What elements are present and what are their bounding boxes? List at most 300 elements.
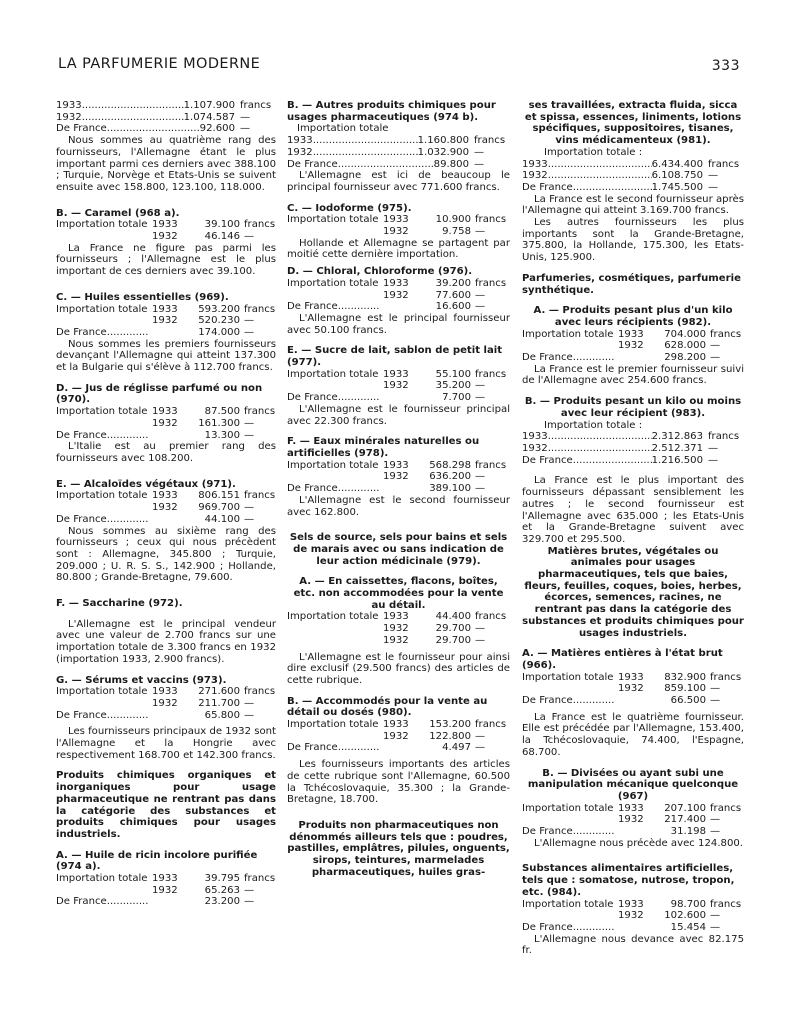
row-value: 77.600 (435, 289, 471, 301)
row-label: 1932 (56, 111, 82, 123)
row-value: 39.200 (435, 277, 471, 289)
row-value: 102.600 (664, 910, 706, 922)
row-year: 1933 (618, 802, 644, 814)
paragraph: La France est le plus important des fournisseurs dépassant sensiblement les autres ; le second fournisseur est l'Allemagne avec 635.000 ; les Etats-Unis et la Grande-Bretagne suivent avec 329.700 et 295.500. (522, 475, 744, 545)
table-row (287, 611, 510, 623)
table-row (522, 826, 744, 838)
row-unit: francs (244, 490, 276, 502)
table-row (522, 672, 744, 684)
table-row (56, 710, 276, 722)
dot-leader (548, 159, 652, 171)
row-unit: francs (244, 406, 276, 418)
row-value: 55.100 (435, 368, 471, 380)
table-row (287, 369, 510, 381)
paragraph: La France est le premier fournisseur suivi de l'Allemagne avec 254.600 francs. (522, 363, 744, 387)
table-row (287, 392, 510, 404)
row-year: 1933 (152, 686, 178, 698)
row-unit: francs (710, 898, 742, 910)
dotted-table (522, 159, 744, 194)
row-unit: francs (244, 303, 276, 315)
paragraph: Les autres fournisseurs les plus importants sont la Grande-Bretagne, 375.800, la Hollande, 175.300, les Etats-Unis, 125.900. (522, 217, 744, 264)
row-label (56, 231, 152, 243)
row-label: Importation totale (56, 406, 148, 418)
row-label: De France............. (56, 709, 149, 721)
running-header-title: LA PARFUMERIE MODERNE (58, 56, 261, 72)
row-label (56, 418, 152, 430)
row-value: 13.300 (204, 429, 240, 441)
row-value: 39.100 (204, 219, 240, 231)
table-row (522, 329, 744, 341)
table-row (522, 455, 744, 467)
import-table (287, 460, 510, 495)
section-heading: A. — Huile de ricin incolore purifiée (974 a). (56, 849, 258, 873)
row-value: 44.100 (204, 513, 240, 525)
paragraph: L'Allemagne est le principal vendeur avec une valeur de 2.700 francs sur une importation totale de 3.300 francs en 1932 (importation 1933, 2.900 francs). (56, 618, 276, 665)
table-row (56, 873, 276, 885)
table-row (56, 219, 276, 231)
row-unit: francs (475, 214, 507, 226)
section-heading: C. — Iodoforme (975). (287, 202, 412, 214)
row-unit: — (475, 226, 486, 238)
row-label: De France (287, 158, 338, 170)
table-row (56, 112, 276, 124)
row-label: 1933 (522, 158, 548, 170)
row-unit: — (708, 181, 719, 193)
table-row (287, 742, 510, 754)
row-unit: — (240, 111, 251, 123)
table-row (56, 490, 276, 502)
row-value: 568.298 (429, 459, 471, 471)
row-label: De France............. (287, 483, 380, 495)
section-heading: F. — Saccharine (972). (56, 598, 183, 610)
row-unit: francs (244, 873, 276, 885)
row-label: Importation totale (287, 459, 379, 471)
row-label (287, 731, 383, 743)
row-year: 1933 (383, 368, 409, 380)
row-year: 1932 (152, 884, 178, 896)
table-row (522, 431, 744, 443)
row-label: 1932 (522, 170, 548, 182)
row-year: 1933 (383, 719, 409, 731)
row-label: De France............. (56, 326, 149, 338)
row-year: 1932 (618, 340, 644, 352)
import-table (522, 899, 744, 934)
row-label: De France............. (287, 742, 380, 754)
row-label: Importation totale (522, 802, 614, 814)
table-row (56, 123, 276, 135)
row-unit: — (474, 158, 485, 170)
row-value: 1.107.900 (183, 100, 235, 111)
table-row (287, 719, 510, 731)
section-heading: Substances alimentaires artificielles, tels que : somatose, nutrose, tropon, etc. (984). (522, 863, 735, 898)
row-label (287, 623, 383, 635)
section-heading: C. — Huiles essentielles (969). (56, 291, 229, 303)
dot-leader (82, 112, 184, 124)
row-value: 65.800 (204, 709, 240, 721)
section-heading: F. — Eaux minérales naturelles ou artificielles (978). (287, 436, 480, 459)
row-label (522, 340, 618, 352)
row-label: Importation totale (287, 368, 379, 380)
table-row (56, 698, 276, 710)
table-row (287, 214, 510, 226)
row-unit: — (244, 429, 255, 441)
row-year: 1932 (618, 814, 644, 826)
paragraph: Les fournisseurs principaux de 1932 sont l'Allemagne et la Hongrie avec respectivement 168.700 et 142.300 francs. (56, 726, 276, 761)
row-unit: — (244, 896, 255, 908)
row-value: 1.745.500 (651, 181, 703, 193)
table-row (287, 731, 510, 743)
row-unit: — (475, 623, 486, 635)
import-table (287, 611, 510, 646)
row-year: 1932 (383, 380, 409, 392)
row-value: 806.151 (198, 490, 240, 502)
row-unit: francs (244, 686, 276, 698)
paragraph: La France est le quatrième fournisseur. Elle est précédée par l'Allemagne, 153.400, la Tchécoslovaquie, 74.400, l'Espagne, 68.700. (522, 711, 744, 758)
table-row (56, 231, 276, 243)
row-label: 1932 (287, 146, 313, 158)
paragraph: Les fournisseurs importants des articles de cette rubrique sont l'Allemagne, 60.500 la Tchécoslovaquie, 35.300 ; la Grande-Bretagne, 18.700. (287, 759, 510, 806)
row-label: De France (56, 123, 107, 135)
row-value: 35.200 (435, 380, 471, 392)
import-table (56, 406, 276, 441)
paragraph: Nous sommes au sixième rang des fournisseurs ; ceux qui nous précèdent sont : Allemagne, 345.800 ; Turquie, 209.000 ; U. R. S. S., 142.900 ; Hollande, 80.800 ; Grande-Bretagne, 79.600. (56, 525, 276, 584)
row-unit: — (244, 502, 255, 514)
section-heading: B. — Caramel (968 a). (56, 207, 180, 219)
row-label (522, 910, 618, 922)
row-value: 153.200 (429, 719, 471, 731)
table-row (522, 443, 744, 455)
table-row (522, 683, 744, 695)
row-unit: francs (475, 459, 507, 471)
row-label: 1932 (522, 442, 548, 454)
table-row (56, 100, 276, 112)
row-unit: francs (240, 100, 272, 111)
row-year: 1932 (383, 471, 409, 483)
dot-leader (573, 182, 652, 194)
dot-leader (548, 170, 652, 182)
table-row (522, 814, 744, 826)
dot-leader (107, 123, 200, 135)
section-heading: B. — Accommodés pour la vente au détail ou dosés (980). (287, 695, 488, 719)
import-table (56, 490, 276, 525)
row-year: 1932 (618, 683, 644, 695)
dot-leader (548, 443, 652, 455)
row-label: Importation totale (287, 214, 379, 226)
row-year: 1933 (383, 277, 409, 289)
row-year: 1932 (152, 231, 178, 243)
row-label (56, 885, 152, 897)
row-year: 1933 (152, 490, 178, 502)
row-unit: — (244, 697, 255, 709)
row-label: 1933 (56, 100, 82, 111)
section-heading: D. — Jus de réglisse parfumé ou non (970). (56, 382, 263, 406)
row-label: Importation totale (287, 719, 379, 731)
row-year: 1932 (383, 289, 409, 301)
row-year: 1933 (383, 459, 409, 471)
row-value: 271.600 (198, 686, 240, 698)
row-label (56, 502, 152, 514)
row-label: Importation totale (522, 898, 614, 910)
table-row (287, 290, 510, 302)
import-table (522, 803, 744, 838)
table-row (56, 514, 276, 526)
row-label: Importation totale (56, 873, 148, 885)
row-value: 211.700 (198, 697, 240, 709)
page-number: 333 (711, 58, 740, 74)
row-label (56, 698, 152, 710)
table-row (522, 340, 744, 352)
row-year: 1932 (152, 502, 178, 514)
section-heading: A. — En caissettes, flacons, boîtes, etc. non accommodées pour la vente au détail. (293, 576, 504, 611)
row-value: 122.800 (429, 730, 471, 742)
row-label: Importation totale (522, 671, 614, 683)
row-unit: francs (474, 135, 506, 147)
row-value: 298.200 (664, 352, 706, 364)
row-value: 39.795 (204, 873, 240, 885)
row-unit: francs (244, 219, 276, 231)
import-table (522, 672, 744, 707)
table-row (56, 686, 276, 698)
table-row (56, 885, 276, 897)
table-row (56, 327, 276, 339)
table-row (56, 896, 276, 908)
row-value: 1.216.500 (651, 454, 703, 466)
row-label (522, 814, 618, 826)
dot-leader (313, 135, 418, 147)
row-unit: — (475, 471, 486, 483)
row-unit: francs (708, 431, 740, 443)
section-heading: Sels de source, sels pour bains et sels de marais avec ou sans indication de leur action médicinale (979). (289, 532, 508, 567)
row-value: 1.160.800 (417, 135, 469, 147)
row-label: De France............. (522, 352, 615, 364)
paragraph: L'Allemagne est ici de beaucoup le principal fournisseur avec 771.600 francs. (287, 170, 510, 193)
row-unit: — (708, 442, 719, 454)
import-table (287, 214, 510, 237)
row-value: 6.108.750 (651, 170, 703, 182)
row-value: 207.100 (664, 802, 706, 814)
section-heading: ses travaillées, extracta fluida, sicca et spissa, essences, liniments, lotions spécifiques, suppositoires, tisanes, vins médicamenteux (981). (524, 100, 742, 147)
paragraph: La France ne figure pas parmi les fournisseurs ; l'Allemagne est le plus important de ces derniers avec 39.100. (56, 242, 276, 278)
row-year: 1932 (618, 910, 644, 922)
paragraph: La France est le second fournisseur après l'Allemagne qui atteint 3.169.700 francs. (522, 193, 744, 217)
column-3 (522, 100, 744, 957)
row-label: Importation totale (287, 277, 379, 289)
table-row (287, 635, 510, 647)
row-value: 2.312.863 (651, 431, 703, 443)
row-label: 1933 (287, 135, 313, 147)
row-year: 1932 (152, 417, 178, 429)
table-row (56, 418, 276, 430)
section-heading: Parfumeries, cosmétiques, parfumerie synthétique. (522, 272, 741, 296)
row-value: 2.512.371 (651, 442, 703, 454)
row-label: De France............. (522, 922, 615, 933)
table-row (522, 910, 744, 922)
row-label: De France (522, 454, 573, 466)
row-unit: francs (710, 671, 742, 683)
row-unit: — (708, 454, 719, 466)
row-unit: francs (708, 158, 740, 170)
row-value: 217.400 (664, 814, 706, 826)
row-unit: — (710, 695, 721, 707)
row-unit: — (244, 417, 255, 429)
row-unit: francs (475, 277, 507, 289)
table-row (522, 170, 744, 182)
row-unit: — (710, 683, 721, 695)
import-table (522, 329, 744, 364)
row-unit: — (475, 301, 486, 313)
row-year: 1933 (383, 611, 409, 623)
row-label: Importation totale (522, 328, 614, 340)
row-year: 1932 (383, 623, 409, 635)
row-label: Importation totale (56, 219, 148, 231)
row-value: 10.900 (435, 214, 471, 226)
row-unit: — (244, 884, 255, 896)
table-caption: Importation totale (297, 123, 389, 135)
row-unit: francs (475, 611, 507, 623)
row-label: 1933 (522, 431, 548, 443)
row-year: 1932 (152, 315, 178, 327)
section-heading: A. — Produits pesant plus d'un kilo avec leurs récipients (982). (533, 305, 733, 328)
row-label: De France............. (522, 826, 615, 838)
row-value: 15.454 (670, 922, 706, 933)
row-value: 636.200 (429, 471, 471, 483)
table-row (287, 278, 510, 290)
paragraph: L'Allemagne nous devance avec 82.175 fr. (522, 933, 744, 957)
row-label: De France............. (522, 695, 615, 707)
row-label: Importation totale (287, 611, 379, 623)
section-heading: Matières brutes, végétales ou animales pour usages pharmaceutiques, tels que baies, fleurs, feuilles, coques, boies, herbes, écorces, semences, racines, ne rentrant pas dans la catégorie des substances et produits chimiques pour usages industriels. (522, 545, 744, 639)
dotted-table (522, 431, 744, 466)
row-label: De France (522, 181, 573, 193)
row-value: 16.600 (435, 301, 471, 313)
row-label: Importation totale (56, 686, 148, 698)
row-label (287, 471, 383, 483)
row-unit: — (710, 352, 721, 364)
row-value: 969.700 (198, 502, 240, 514)
row-year: 1932 (383, 634, 409, 646)
dotted-table (287, 135, 510, 170)
section-heading: D. — Chloral, Chloroforme (976). (287, 266, 473, 278)
row-unit: — (475, 634, 486, 646)
row-value: 44.400 (435, 611, 471, 623)
column-2 (287, 100, 510, 878)
table-row (56, 406, 276, 418)
table-row (522, 803, 744, 815)
row-value: 6.434.400 (651, 158, 703, 170)
row-unit: — (475, 289, 486, 301)
row-label (287, 290, 383, 302)
row-unit: — (244, 513, 255, 525)
table-row (287, 135, 510, 147)
row-value: 1.032.900 (417, 146, 469, 158)
row-year: 1933 (618, 671, 644, 683)
row-label: De France............. (56, 896, 149, 908)
table-row (522, 159, 744, 171)
row-value: 4.497 (442, 742, 471, 754)
row-value: 87.500 (204, 406, 240, 418)
row-year: 1932 (152, 697, 178, 709)
row-unit: — (708, 170, 719, 182)
row-value: 161.300 (198, 417, 240, 429)
row-value: 832.900 (664, 671, 706, 683)
table-row (56, 430, 276, 442)
table-row (287, 483, 510, 495)
table-row (56, 304, 276, 316)
row-label: Importation totale (56, 490, 148, 502)
dot-leader (338, 159, 434, 171)
row-label (287, 635, 383, 647)
section-heading: E. — Sucre de lait, sablon de petit lait (977). (287, 345, 503, 369)
row-value: 92.600 (199, 123, 235, 135)
row-unit: — (710, 922, 721, 933)
row-unit: — (244, 326, 255, 338)
table-row (287, 460, 510, 472)
table-row (522, 899, 744, 911)
paragraph: L'Italie est au premier rang des fournisseurs avec 108.200. (56, 441, 276, 464)
row-value: 9.758 (442, 226, 471, 238)
row-value: 174.000 (198, 326, 240, 338)
row-label: De France............. (287, 301, 380, 313)
row-label: De France............. (56, 513, 149, 525)
table-row (287, 301, 510, 313)
dotted-table (56, 100, 276, 135)
paragraph: Nous sommes au quatrième rang des fournisseurs, l'Allemagne étant le plus important parmi ces derniers avec 388.100 ; Turquie, Norvège et Etats-Unis se suivent ensuite avec 158.800, 123.100, 118.000. (56, 135, 276, 193)
paragraph: L'Allemagne est le fournisseur principal avec 22.300 francs. (287, 403, 510, 427)
import-table (287, 278, 510, 313)
row-year: 1933 (152, 219, 178, 231)
row-year: 1933 (152, 406, 178, 418)
row-label (56, 315, 152, 327)
table-row (522, 695, 744, 707)
table-row (287, 147, 510, 159)
row-value: 65.263 (204, 884, 240, 896)
row-label (287, 226, 383, 238)
paragraph: Nous sommes les premiers fournisseurs devançant l'Allemagne qui atteint 137.300 et la Bulgarie qui s'élève à 112.700 francs. (56, 338, 276, 374)
row-unit: francs (710, 802, 742, 814)
dot-leader (313, 147, 418, 159)
row-value: 628.000 (664, 340, 706, 352)
row-value: 31.198 (670, 826, 706, 838)
table-row (522, 352, 744, 364)
section-heading: Produits chimiques organiques et inorganiques pour usage pharmaceutique ne rentrant pas dans la catégorie des substances et produits chimiques pour usages industriels. (56, 770, 276, 840)
table-row (56, 502, 276, 514)
import-table (287, 719, 510, 754)
row-value: 46.146 (204, 231, 240, 243)
paragraph: Hollande et Allemagne se partagent par moitié cette dernière importation. (287, 237, 510, 261)
row-unit: — (710, 340, 721, 352)
section-heading: B. — Produits pesant un kilo ou moins avec leur récipient (983). (524, 396, 742, 419)
column-1 (56, 100, 276, 908)
row-unit: — (710, 826, 721, 838)
row-unit: — (475, 392, 486, 404)
table-row (287, 159, 510, 171)
row-year: 1933 (383, 214, 409, 226)
row-unit: francs (710, 328, 742, 340)
row-value: 29.700 (435, 634, 471, 646)
table-row (56, 315, 276, 327)
row-value: 520.230 (198, 315, 240, 327)
table-row (287, 623, 510, 635)
row-label: De France............. (56, 429, 149, 441)
section-heading: B. — Autres produits chimiques pour usages pharmaceutiques (974 b). (287, 100, 496, 123)
dot-leader (82, 100, 184, 112)
import-table (56, 304, 276, 339)
row-label (522, 683, 618, 695)
row-unit: — (244, 709, 255, 721)
row-value: 7.700 (442, 392, 471, 404)
row-unit: — (475, 730, 486, 742)
table-row (287, 226, 510, 238)
